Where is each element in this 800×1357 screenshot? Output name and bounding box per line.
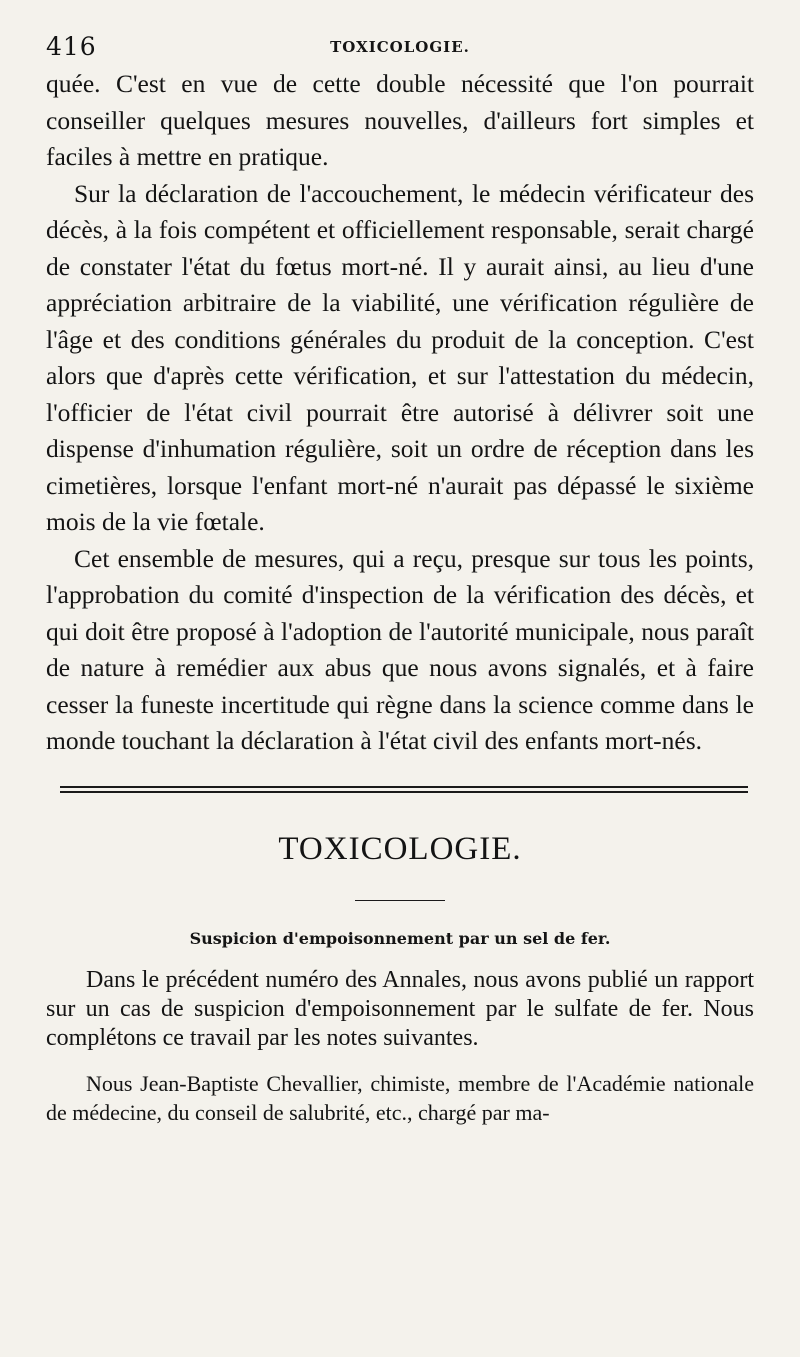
running-head <box>46 30 754 66</box>
paragraph: Sur la déclaration de l'accouchement, le médecin vérificateur des décès, à la fois compétent et officiellement responsable, serait chargé de constater l'état du fœtus mort-né. Il y aurait ainsi, au lieu d'une appréciation arbitraire de la viabilité, une vérification régulière de l'âge et des conditions générales du produit de la conception. C'est alors que d'après cette vérification, et sur l'attestation du médecin, l'officier de l'état civil pourrait être autorisé à délivrer soit une dispense d'inhumation régulière, soit un ordre de réception dans les cimetières, lorsque l'enfant mort-né n'aurait pas dépassé le sixième mois de la vie fœtale. <box>46 178 754 536</box>
running-title: TOXICOLOGIE. <box>330 38 470 56</box>
paragraph: quée. C'est en vue de cette double nécessité que l'on pourrait conseiller quelques mesures nouvelles, d'ailleurs fort simples et faciles à mettre en pratique. <box>46 69 754 171</box>
article-body <box>46 66 754 760</box>
section-title: TOXICOLOGIE. <box>278 830 522 867</box>
section-divider <box>60 786 748 793</box>
page-number: 416 <box>46 32 97 61</box>
title-rule <box>355 900 445 901</box>
paragraph: Cet ensemble de mesures, qui a reçu, presque sur tous les points, l'approbation du comité d'inspection de la vérification des décès, et qui doit être proposé à l'adoption de l'autorité municipale, nous paraît de nature à remédier aux abus que nous avons signalés, et à faire cesser la funeste incertitude qui règne dans la science comme dans le monde touchant la déclaration à l'état civil des enfants mort-nés. <box>46 543 754 755</box>
paragraph: Dans le précédent numéro des Annales, nous avons publié un rapport sur un cas de suspicion d'empoisonnement par le sulfate de fer. Nous complétons ce travail par les notes suivantes. <box>46 966 754 1051</box>
section-body <box>46 966 754 1127</box>
section-subtitle: Suspicion d'empoisonnement par un sel de fer. <box>189 928 611 948</box>
paragraph: Nous Jean-Baptiste Chevallier, chimiste, membre de l'Académie nationale de médecine, du conseil de salubrité, etc., chargé par ma- <box>46 1070 754 1125</box>
